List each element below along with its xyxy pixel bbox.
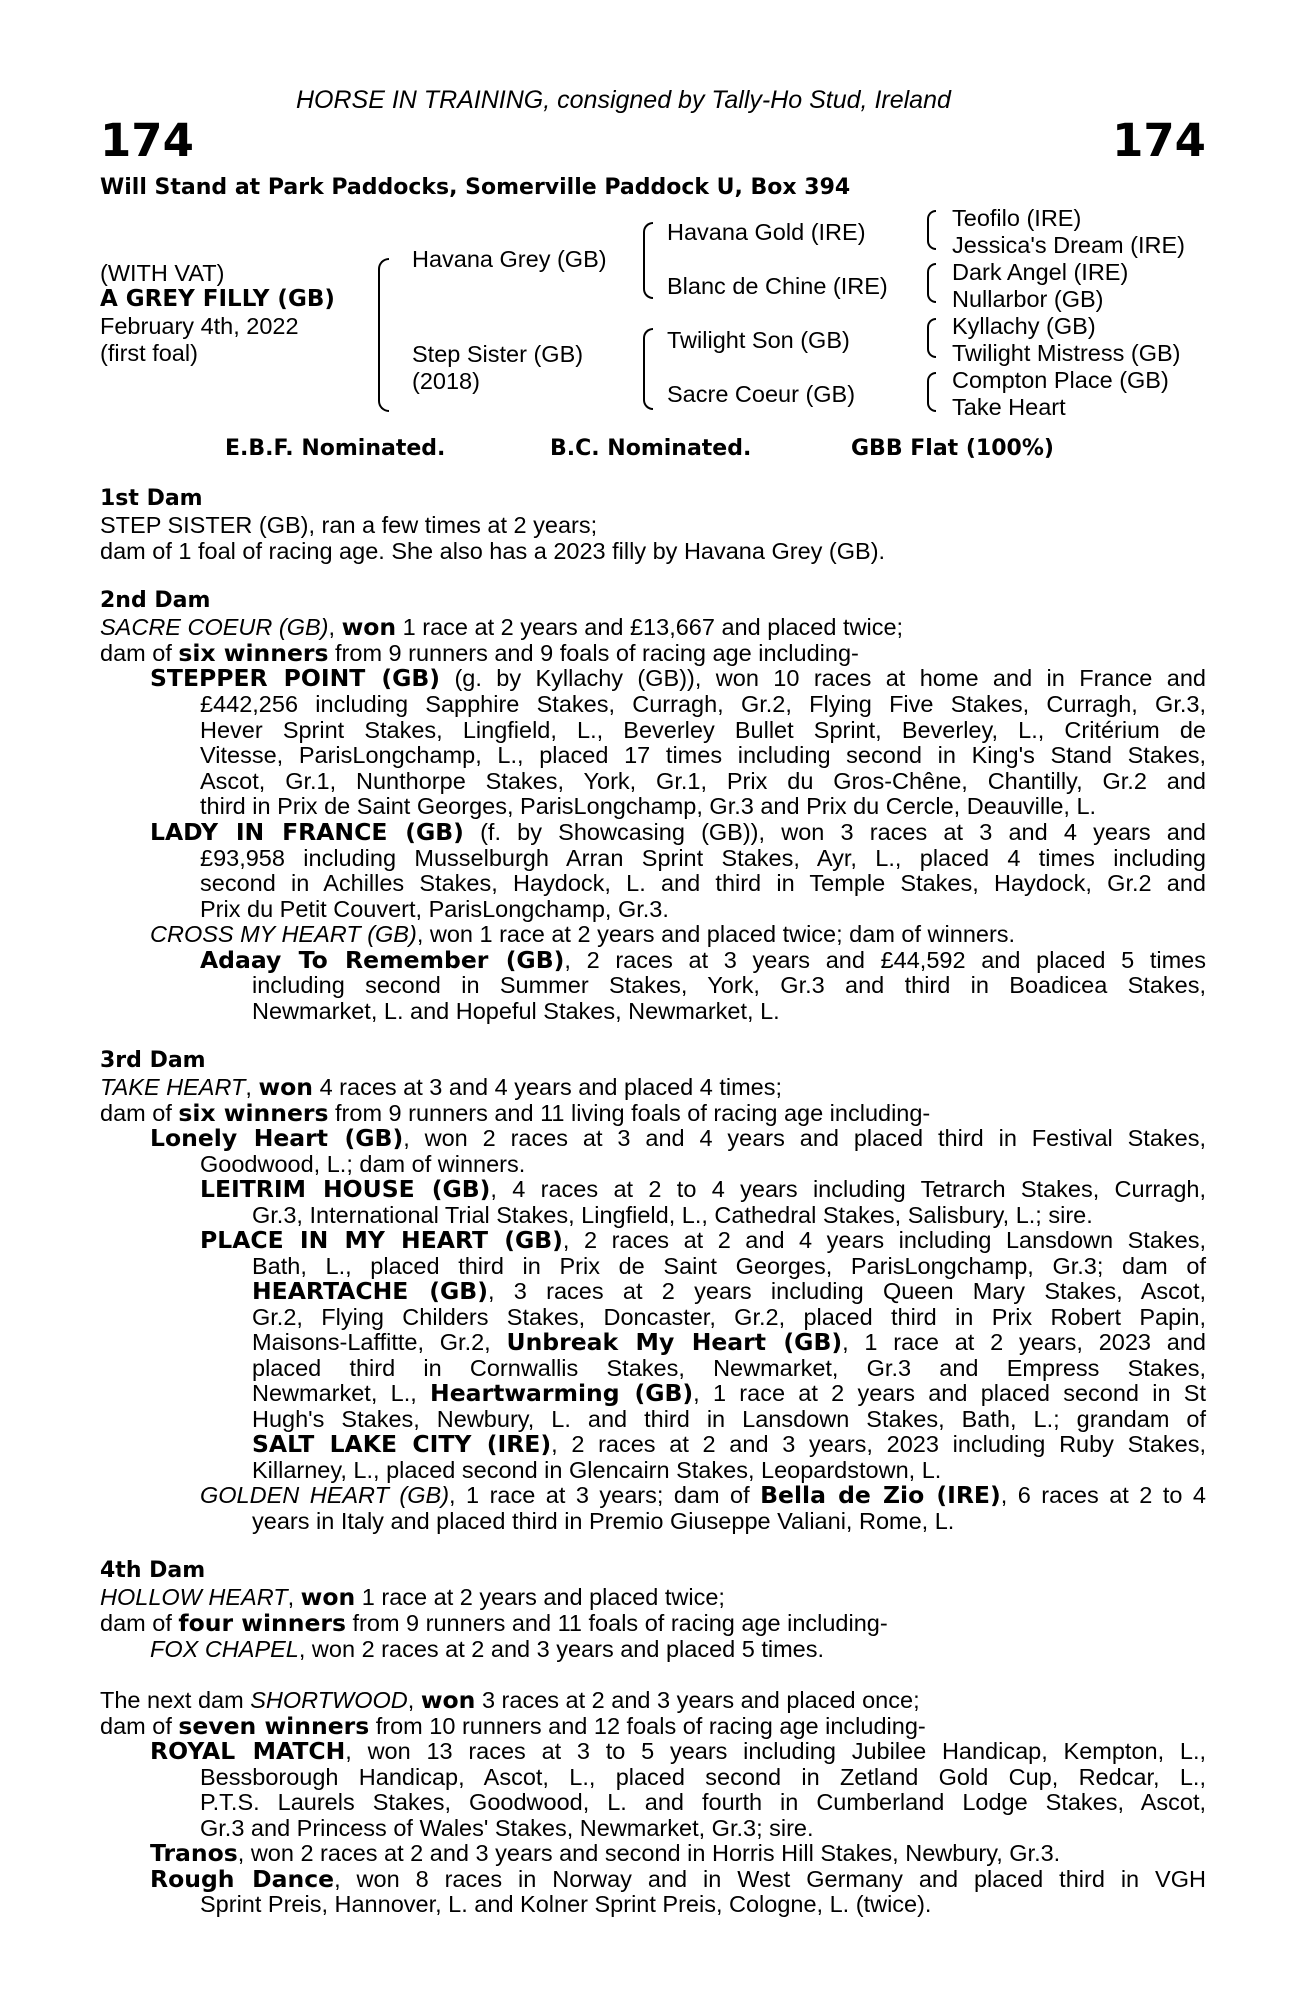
text-line: GOLDEN HEART (GB), 1 race at 3 years; dam of Bella de Zio (IRE), 6 races at 2 to 4 bbox=[200, 1481, 1206, 1509]
dam-dam-sire: Compton Place (GB) bbox=[952, 367, 1169, 393]
text-line: Sprint Preis, Hannover, L. and Kolner Sprint Preis, Cologne, L. (twice). bbox=[200, 1891, 932, 1917]
text-line: STEPPER POINT (GB) (g. by Kyllachy (GB)), won 10 races at home and in France and bbox=[150, 664, 1206, 692]
sire-sire-dam: Jessica's Dream (IRE) bbox=[952, 232, 1185, 258]
sire-dam: Blanc de Chine (IRE) bbox=[667, 273, 888, 299]
text-line: third in Prix de Saint Georges, ParisLongchamp, Gr.3 and Prix du Cercle, Deauville, L. bbox=[200, 793, 1097, 819]
dam-year: (2018) bbox=[412, 368, 480, 394]
text-line: including second in Summer Stakes, York, Gr.3 and third in Boadicea Stakes, bbox=[252, 972, 1206, 998]
dam-sire: Twilight Son (GB) bbox=[667, 327, 850, 353]
sire: Havana Grey (GB) bbox=[412, 246, 607, 272]
sire-dam-dam: Nullarbor (GB) bbox=[952, 286, 1104, 312]
dam-dam-dam: Take Heart bbox=[952, 394, 1066, 420]
text-line: Maisons-Laffitte, Gr.2, Unbreak My Heart (GB), 1 race at 2 years, 2023 and bbox=[252, 1328, 1206, 1356]
text-line: FOX CHAPEL, won 2 races at 2 and 3 years and placed 5 times. bbox=[150, 1636, 825, 1662]
brace-sire bbox=[643, 222, 653, 299]
sire-sire: Havana Gold (IRE) bbox=[667, 219, 866, 245]
text-line: dam of six winners from 9 runners and 9 foals of racing age including- bbox=[100, 639, 859, 667]
vat-label: (WITH VAT) bbox=[100, 260, 225, 286]
brace-gen1 bbox=[378, 258, 389, 412]
text-line: LEITRIM HOUSE (GB), 4 races at 2 to 4 years including Tetrarch Stakes, Curragh, bbox=[200, 1175, 1206, 1203]
consignment-line: HORSE IN TRAINING, consigned by Tally-Ho Stud, Ireland bbox=[296, 86, 951, 114]
text-line: dam of six winners from 9 runners and 11 living foals of racing age including- bbox=[100, 1099, 931, 1127]
section-heading-2nd-dam: 2nd Dam bbox=[100, 588, 211, 613]
lot-number-right: 174 bbox=[1112, 114, 1206, 167]
text-line: PLACE IN MY HEART (GB), 2 races at 2 and 4 years including Lansdown Stakes, bbox=[200, 1226, 1206, 1254]
text-line: Adaay To Remember (GB), 2 races at 3 years and £44,592 and placed 5 times bbox=[200, 946, 1206, 974]
text-line: Gr.2, Flying Childers Stakes, Doncaster, Gr.2, placed third in Prix Robert Papin, bbox=[252, 1304, 1206, 1330]
text-line: Goodwood, L.; dam of winners. bbox=[200, 1151, 526, 1177]
horse-name: A GREY FILLY (GB) bbox=[100, 286, 335, 312]
text-line: TAKE HEART, won 4 races at 3 and 4 years and placed 4 times; bbox=[100, 1073, 783, 1101]
text-line: SALT LAKE CITY (IRE), 2 races at 2 and 3 years, 2023 including Ruby Stakes, bbox=[252, 1430, 1206, 1458]
brace-gen3-2 bbox=[927, 263, 936, 303]
section-heading-3rd-dam: 3rd Dam bbox=[100, 1048, 206, 1073]
text-line: Killarney, L., placed second in Glencairn Stakes, Leopardstown, L. bbox=[252, 1457, 942, 1483]
brace-dam bbox=[643, 328, 653, 410]
text-line: P.T.S. Laurels Stakes, Goodwood, L. and fourth in Cumberland Lodge Stakes, Ascot, bbox=[200, 1789, 1206, 1815]
text-line: dam of 1 foal of racing age. She also has a 2023 filly by Havana Grey (GB). bbox=[100, 538, 886, 564]
text-line: Gr.3 and Princess of Wales' Stakes, Newmarket, Gr.3; sire. bbox=[200, 1815, 814, 1841]
sire-dam-sire: Dark Angel (IRE) bbox=[952, 259, 1129, 285]
text-line: Lonely Heart (GB), won 2 races at 3 and 4 years and placed third in Festival Stakes, bbox=[150, 1124, 1207, 1152]
text-line: Hugh's Stakes, Newbury, L. and third in Lansdown Stakes, Bath, L.; grandam of bbox=[252, 1406, 1206, 1432]
ebf-nomination: E.B.F. Nominated. bbox=[225, 436, 446, 461]
text-line: Gr.3, International Trial Stakes, Lingfield, L., Cathedral Stakes, Salisbury, L.; sire. bbox=[252, 1202, 1093, 1228]
text-line: £442,256 including Sapphire Stakes, Curragh, Gr.2, Flying Five Stakes, Curragh, Gr.3, bbox=[200, 691, 1206, 717]
text-line: Tranos, won 2 races at 2 and 3 years and second in Horris Hill Stakes, Newbury, Gr.3. bbox=[150, 1839, 1061, 1867]
text-line: placed third in Cornwallis Stakes, Newmarket, Gr.3 and Empress Stakes, bbox=[252, 1355, 1206, 1381]
text-line: dam of seven winners from 10 runners and 12 foals of racing age including- bbox=[100, 1712, 926, 1740]
text-line: dam of four winners from 9 runners and 11 foals of racing age including- bbox=[100, 1609, 888, 1637]
text-line: LADY IN FRANCE (GB) (f. by Showcasing (GB)), won 3 races at 3 and 4 years and bbox=[150, 818, 1206, 846]
text-line: Hever Sprint Stakes, Lingfield, L., Beverley Bullet Sprint, Beverley, L., Critérium de bbox=[200, 717, 1206, 743]
text-line: HEARTACHE (GB), 3 races at 2 years including Queen Mary Stakes, Ascot, bbox=[252, 1277, 1206, 1305]
text-line: second in Achilles Stakes, Haydock, L. and third in Temple Stakes, Haydock, Gr.2 and bbox=[200, 870, 1206, 896]
text-line: Ascot, Gr.1, Nunthorpe Stakes, York, Gr.1, Prix du Gros-Chêne, Chantilly, Gr.2 and bbox=[200, 768, 1206, 794]
text-line: Bath, L., placed third in Prix de Saint Georges, ParisLongchamp, Gr.3; dam of bbox=[252, 1253, 1206, 1279]
text-line: Newmarket, L. and Hopeful Stakes, Newmarket, L. bbox=[252, 998, 780, 1024]
text-line: Newmarket, L., Heartwarming (GB), 1 race at 2 years and placed second in St bbox=[252, 1379, 1207, 1407]
stand-location: Will Stand at Park Paddocks, Somerville Paddock U, Box 394 bbox=[100, 175, 851, 200]
text-line: ROYAL MATCH, won 13 races at 3 to 5 years including Jubilee Handicap, Kempton, L., bbox=[150, 1737, 1206, 1765]
text-line: Bessborough Handicap, Ascot, L., placed second in Zetland Gold Cup, Redcar, L., bbox=[200, 1764, 1206, 1790]
lot-number-left: 174 bbox=[100, 114, 194, 167]
horse-note: (first foal) bbox=[100, 340, 198, 366]
section-heading-4th-dam: 4th Dam bbox=[100, 1558, 206, 1583]
horse-dob: February 4th, 2022 bbox=[100, 313, 299, 339]
dam-dam: Sacre Coeur (GB) bbox=[667, 381, 856, 407]
gbb-flat: GBB Flat (100%) bbox=[851, 436, 1054, 461]
dam: Step Sister (GB) bbox=[412, 341, 584, 367]
brace-gen3-4 bbox=[927, 372, 936, 412]
text-line: CROSS MY HEART (GB), won 1 race at 2 years and placed twice; dam of winners. bbox=[150, 921, 1016, 947]
sire-sire-sire: Teofilo (IRE) bbox=[952, 205, 1082, 231]
text-line: STEP SISTER (GB), ran a few times at 2 years; bbox=[100, 512, 598, 538]
section-heading-1st-dam: 1st Dam bbox=[100, 486, 203, 511]
text-line: HOLLOW HEART, won 1 race at 2 years and placed twice; bbox=[100, 1583, 725, 1611]
text-line: SACRE COEUR (GB), won 1 race at 2 years and £13,667 and placed twice; bbox=[100, 613, 904, 641]
bc-nomination: B.C. Nominated. bbox=[550, 436, 752, 461]
text-line: years in Italy and placed third in Premio Giuseppe Valiani, Rome, L. bbox=[252, 1508, 955, 1534]
brace-gen3-1 bbox=[927, 210, 936, 250]
brace-gen3-3 bbox=[927, 318, 936, 358]
text-line: Prix du Petit Couvert, ParisLongchamp, Gr.3. bbox=[200, 896, 669, 922]
text-line: Rough Dance, won 8 races in Norway and in West Germany and placed third in VGH bbox=[150, 1865, 1206, 1893]
text-line: £93,958 including Musselburgh Arran Sprint Stakes, Ayr, L., placed 4 times including bbox=[200, 845, 1206, 871]
dam-sire-dam: Twilight Mistress (GB) bbox=[952, 340, 1181, 366]
dam-sire-sire: Kyllachy (GB) bbox=[952, 313, 1096, 339]
text-line: Vitesse, ParisLongchamp, L., placed 17 times including second in King's Stand Stakes, bbox=[200, 742, 1206, 768]
text-line: The next dam SHORTWOOD, won 3 races at 2 and 3 years and placed once; bbox=[100, 1686, 920, 1714]
